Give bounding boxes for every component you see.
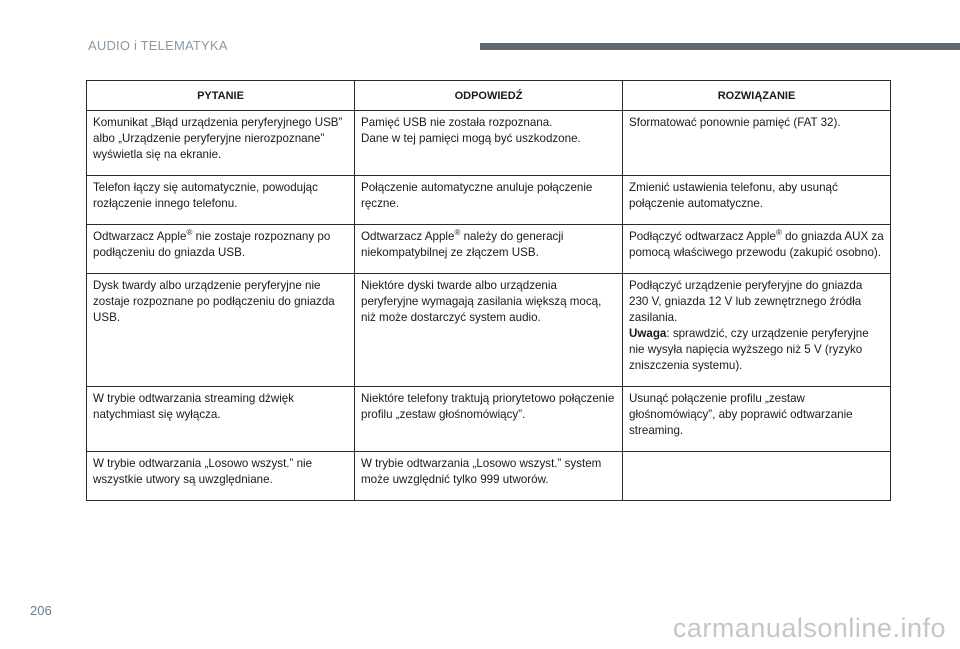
question-cell: Komunikat „Błąd urządzenia peryferyjnego USB” albo „Urządzenie peryferyjne nierozpoznane” wyświetla się na ekranie. — [87, 111, 355, 176]
question-text: nie zostaje rozpoznany po podłączeniu do gniazda USB. — [93, 230, 331, 259]
solution-cell: Zmienić ustawienia telefonu, aby usunąć połączenie automatyczne. — [623, 176, 891, 225]
answer-cell: W trybie odtwarzania „Losowo wszyst.” system może uwzględnić tylko 999 utworów. — [355, 452, 623, 501]
answer-cell: Niektóre telefony traktują priorytetowo połączenie profilu „zestaw głośnomówiący”. — [355, 387, 623, 452]
answer-line: Dane w tej pamięci mogą być uszkodzone. — [361, 132, 581, 145]
answer-line: Pamięć USB nie została rozpoznana. — [361, 116, 553, 129]
solution-cell — [623, 452, 891, 501]
question-cell: Telefon łączy się automatycznie, powodując rozłączenie innego telefonu. — [87, 176, 355, 225]
table-row — [87, 452, 891, 501]
answer-cell: Połączenie automatyczne anuluje połączenie ręczne. — [355, 176, 623, 225]
question-text: Odtwarzacz Apple — [93, 230, 187, 243]
question-cell: Dysk twardy albo urządzenie peryferyjne nie zostaje rozpoznane po podłączeniu do gniazda USB. — [87, 274, 355, 387]
solution-cell — [623, 225, 891, 274]
question-cell — [87, 225, 355, 274]
page-number: 206 — [30, 603, 52, 618]
column-header-question: PYTANIE — [87, 81, 355, 111]
table-row — [87, 274, 891, 387]
header-bar — [480, 43, 960, 50]
answer-cell — [355, 111, 623, 176]
table-header-row — [87, 81, 891, 111]
question-cell: W trybie odtwarzania „Losowo wszyst.” nie wszystkie utwory są uwzględniane. — [87, 452, 355, 501]
section-title: AUDIO i TELEMATYKA — [88, 38, 228, 53]
table-row — [87, 111, 891, 176]
table-row — [87, 387, 891, 452]
registered-mark: ® — [775, 228, 782, 238]
solution-cell: Sformatować ponownie pamięć (FAT 32). — [623, 111, 891, 176]
watermark: carmanualsonline.info — [672, 613, 946, 643]
solution-text: do gniazda AUX za pomocą właściwego przewodu (zakupić osobno). — [629, 230, 884, 259]
solution-cell: Usunąć połączenie profilu „zestaw głośnomówiący”, aby poprawić odtwarzanie streaming. — [623, 387, 891, 452]
column-header-solution: ROZWIĄZANIE — [623, 81, 891, 111]
solution-text: Podłączyć odtwarzacz Apple — [629, 230, 776, 243]
solution-text: Podłączyć urządzenie peryferyjne do gniazda 230 V, gniazda 12 V lub zewnętrznego źródła zasilania. — [629, 279, 863, 324]
table-row — [87, 225, 891, 274]
note-label: Uwaga — [629, 327, 667, 340]
faq-table — [86, 80, 891, 501]
column-header-answer: ODPOWIEDŹ — [355, 81, 623, 111]
answer-text: należy do generacji niekompatybilnej ze złączem USB. — [361, 230, 564, 259]
answer-cell — [355, 225, 623, 274]
registered-mark: ® — [186, 228, 193, 238]
solution-note — [629, 326, 884, 374]
question-cell: W trybie odtwarzania streaming dźwięk natychmiast się wyłącza. — [87, 387, 355, 452]
table-row — [87, 176, 891, 225]
note-text: : sprawdzić, czy urządzenie peryferyjne nie wysyła napięcia wyższego niż 5 V (ryzyko zniszczenia systemu). — [629, 327, 869, 372]
solution-cell — [623, 274, 891, 387]
answer-cell: Niektóre dyski twarde albo urządzenia peryferyjne wymagają zasilania większą mocą, niż może dostarczyć system audio. — [355, 274, 623, 387]
answer-text: Odtwarzacz Apple — [361, 230, 455, 243]
registered-mark: ® — [454, 228, 461, 238]
